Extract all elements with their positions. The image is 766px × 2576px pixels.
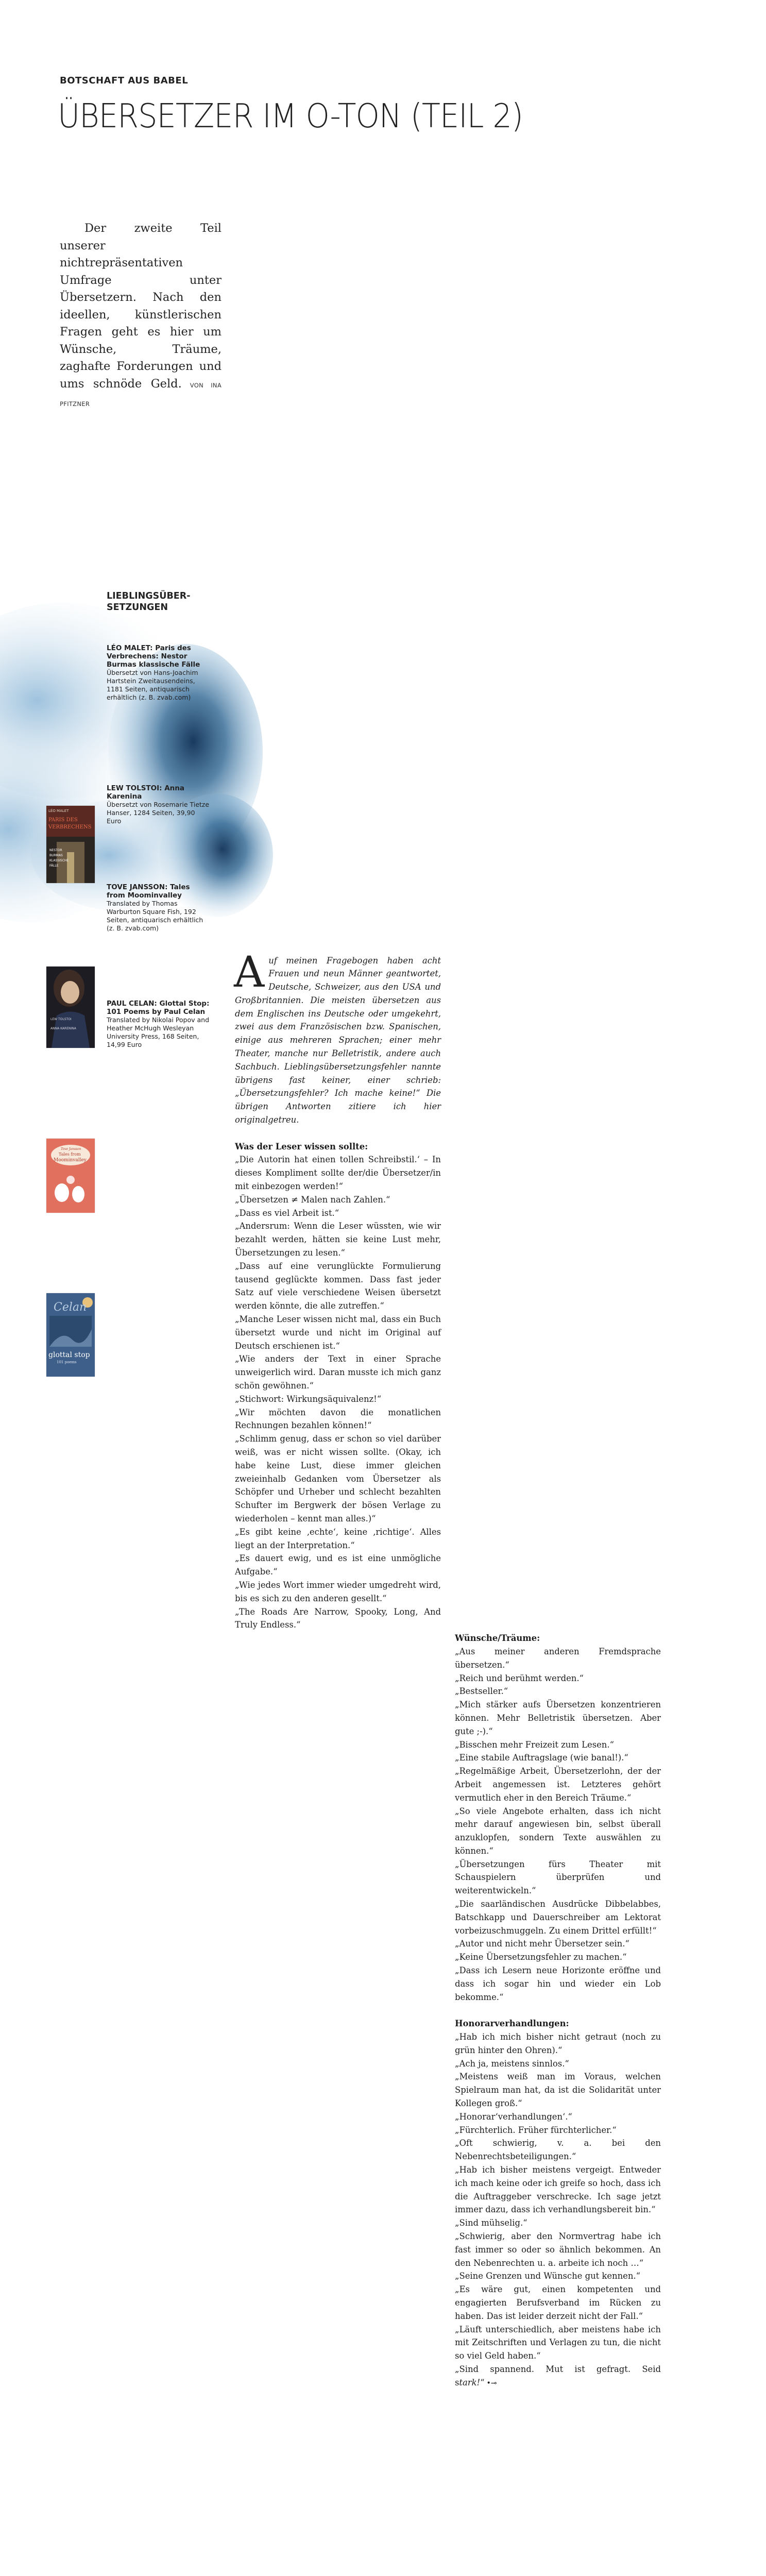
section-heading: Wünsche/Träume: bbox=[455, 1633, 540, 1643]
book-cover-tolstoi bbox=[46, 967, 95, 1048]
book-heading: PAUL CELAN: Glottal Stop: 101 Poems by Paul Celan bbox=[107, 999, 210, 1016]
cover-author: LÉO MALET bbox=[48, 808, 69, 813]
quote: „Sind mühselig.“ bbox=[455, 2218, 527, 2228]
quote: „Die Autorin hat einen tollen Schreibstil.‘ – In dieses Kompliment sollte der/die Übersetzer/in mit einbezogen werden!“ bbox=[235, 1155, 441, 1192]
cover-title-line: PARIS DES bbox=[48, 817, 78, 823]
book-cover-malet bbox=[46, 806, 95, 883]
book-entry-celan bbox=[107, 999, 210, 1049]
quote: „Fürchterlich. Früher fürchterlicher.“ bbox=[455, 2125, 617, 2135]
quote: „Übersetzen ≠ Malen nach Zahlen.“ bbox=[235, 1194, 390, 1205]
article-column-3 bbox=[455, 1632, 661, 2390]
quote: „Manche Leser wissen nicht mal, dass ein Buch übersetzt wurde und nicht im Original auf Deutsch erschienen ist.“ bbox=[235, 1314, 441, 1351]
quote: „Bisschen mehr Freizeit zum Lesen.“ bbox=[455, 1739, 614, 1750]
section-heading: Was der Leser wissen sollte: bbox=[235, 1141, 368, 1151]
cover-subtitle-line: BURMAS bbox=[49, 853, 63, 857]
quote: „The Roads Are Narrow, Spooky, Long, And Truly Endless.“ bbox=[235, 1606, 441, 1630]
quote: „Aus meiner anderen Fremdsprache übersetzen.“ bbox=[455, 1646, 661, 1670]
quote: „Schlimm genug, dass er schon so viel darüber weiß, was er nicht wissen sollte. (Okay, ich habe keine Lust, diese immer gleichen zweieinhalb Gedanken vom Übersetzer als Schöpfer und Urheber und schlecht bezahlten Schufter im Bergwerk der bösen Verlage zu wiederholen – kennt man alles.)“ bbox=[235, 1434, 441, 1523]
page-title: ÜBERSETZER IM O-TON (TEIL 2) bbox=[58, 97, 523, 135]
rubric-label: BOTSCHAFT AUS BABEL bbox=[60, 75, 189, 86]
quote: „Ach ja, meistens sinnlos.“ bbox=[455, 2058, 569, 2069]
quote: „Schwierig, aber den Normvertrag habe ich fast immer so oder so ähnlich bekommen. An den Nebenrechten u. a. arbeite ich noch …“ bbox=[455, 2231, 661, 2268]
quote: „Übersetzungen fürs Theater mit Schauspielern überprüfen und weiterentwickeln.“ bbox=[455, 1859, 661, 1896]
quote-last-italic: tark! bbox=[459, 2377, 481, 2387]
quote-last bbox=[455, 2363, 661, 2391]
cover-author: Tove Jansson bbox=[61, 1147, 81, 1151]
quote: „Stichwort: Wirkungsäquivalenz!“ bbox=[235, 1394, 382, 1404]
quote: „Wie jedes Wort immer wieder umgedreht wird, bis es sich zu den anderen gesellt.“ bbox=[235, 1580, 441, 1603]
book-entry-jansson bbox=[107, 883, 210, 933]
cover-title: glottal stop bbox=[48, 1350, 90, 1359]
quote: „Hab ich mich bisher nicht getraut (noch zu grün hinter den Ohren).“ bbox=[455, 2032, 661, 2055]
quote: „Keine Übersetzungsfehler zu machen.“ bbox=[455, 1952, 627, 1962]
intro-paragraph bbox=[234, 947, 441, 1127]
quote: „Regelmäßige Arbeit, Übersetzerlohn, der der Arbeit angemessen ist. Letzteres gehört vermutlich eher in den Bereich Träume.“ bbox=[455, 1766, 661, 1803]
quote: „Es dauert ewig, und es ist eine unmögliche Aufgabe.“ bbox=[235, 1553, 441, 1577]
section-heading: Honorarverhandlungen: bbox=[455, 2019, 569, 2029]
byline: VON INA PFITZNER bbox=[60, 381, 222, 408]
book-details: Übersetzt von Hans-Joachim Hartstein Zweitausendeins, 1181 Seiten, antiquarisch erhältlich (z. B. zvab.com) bbox=[107, 668, 198, 701]
quote: „Mich stärker aufs Übersetzen konzentrieren können. Mehr Belletristik übersetzen. Aber gute ;-).“ bbox=[455, 1700, 661, 1736]
cover-title-line: Moominvalley bbox=[54, 1157, 87, 1163]
book-cover-jansson bbox=[46, 1139, 95, 1213]
quote: „Wir möchten davon die monatlichen Rechnungen bezahlen können!“ bbox=[235, 1407, 441, 1431]
quote: „Die saarländischen Ausdrücke Dibbelabbes, Batschkapp und Dauerschreiber am Lektorat vorbeizuschmuggeln. Zu einem Drittel erfüllt!“ bbox=[455, 1899, 661, 1936]
quote: „Seine Grenzen und Wünsche gut kennen.“ bbox=[455, 2271, 641, 2281]
quote: „Läuft unterschiedlich, aber meistens habe ich mit Zeitschriften und Verlagen zu tun, die nicht so viel Geld haben.“ bbox=[455, 2324, 661, 2361]
cover-subtitle-line: KLASSISCHE bbox=[49, 858, 69, 862]
end-mark-icon: •⊸ bbox=[486, 2379, 497, 2387]
quote: „Es wäre gut, einen kompetenten und engagierten Berufsverband im Rücken zu haben. Das ist leider derzeit nicht der Fall.“ bbox=[455, 2284, 661, 2321]
lead-text: Der zweite Teil unserer nichtrepräsentativen Umfrage unter Übersetzern. Nach den ideellen, künstlerischen Fragen geht es hier um Wünsche, Träume, zaghafte Forderungen und ums schnöde Geld. bbox=[60, 222, 222, 391]
cover-author: LEW TOLSTOI bbox=[50, 1017, 72, 1021]
book-heading: LÉO MALET: Paris des Verbrechens: Nestor Burmas klassische Fälle bbox=[107, 643, 200, 669]
article-column-2 bbox=[234, 947, 441, 1632]
lead-paragraph bbox=[60, 220, 222, 413]
quote: „Hab ich bisher meistens vergeigt. Entweder ich mach keine oder ich greife so hoch, dass ich die Auftraggeber verschrecke. Ich sage jetzt immer dazu, dass ich verhandlungsbereit bin.“ bbox=[455, 2165, 661, 2215]
quote: „Andersrum: Wenn die Leser wüssten, wie wir bezahlt werden, hätten sie keine Lust mehr, Übersetzungen zu lesen.“ bbox=[235, 1221, 441, 1258]
quote: „Reich und berühmt werden.“ bbox=[455, 1673, 584, 1683]
cover-title: ANNA KARENINA bbox=[50, 1026, 76, 1030]
cover-author: Celan bbox=[54, 1300, 87, 1314]
quote: „Meistens weiß man im Voraus, welchen Spielraum man hat, da ist die Solidarität unter Kollegen groß.“ bbox=[455, 2072, 661, 2109]
cover-title-line: Tales from bbox=[59, 1151, 81, 1157]
quote: „Bestseller.“ bbox=[455, 1686, 508, 1697]
quote: „Autor und nicht mehr Übersetzer sein.“ bbox=[455, 1939, 629, 1949]
quote: „So viele Angebote erhalten, dass ich nicht mehr darauf angewiesen bin, selbst überall anzuklopfen, sondern Texte auswählen zu können.“ bbox=[455, 1806, 661, 1856]
quote: „Honorar‘verhandlungen‘.“ bbox=[455, 2111, 572, 2122]
quote: „Wie anders der Text in einer Sprache unweigerlich wird. Daran musste ich mich ganz schön gewöhnen.“ bbox=[235, 1354, 441, 1391]
book-details: Translated by Nikolai Popov and Heather McHugh Wesleyan University Press, 168 Seiten, 14,99 Euro bbox=[107, 1015, 210, 1048]
intro-text: uf meinen Fragebogen haben acht Frauen und neun Männer geantwortet, Deutsche, Schweizer, aus den USA und Großbritannien. Die meisten übersetzen aus dem Englischen ins Deutsche oder umgekehrt, zwei aus dem Französischen bzw. Spanischen, einige aus mehreren Sprachen; einer mehr Theater, manche nur Belletristik, andere auch Sachbuch. Lieblingsübersetzungsfehler nannte übrigens fast keiner, einer schrieb: „Übersetzungsfehler? Ich mache keine!“ Die übrigen Antworten zitiere ich hier originalgetreu. bbox=[235, 955, 441, 1125]
drop-cap: A bbox=[234, 947, 265, 997]
quote: „Es gibt keine ‚echte‘, keine ‚richtige‘. Alles liegt an der Interpretation.“ bbox=[235, 1527, 441, 1550]
book-heading: LEW TOLSTOI: Anna Karenina bbox=[107, 784, 185, 801]
quote: „Dass auf eine verunglückte Formulierung tausend geglückte kommen. Dass fast jeder Satz auf viele verschiedene Weisen übersetzt werden könnte, die alle zutreffen.“ bbox=[235, 1261, 441, 1311]
book-details: Übersetzt von Rosemarie Tietze Hanser, 1284 Seiten, 39,90 Euro bbox=[107, 800, 210, 825]
cover-subtitle: 101 poems bbox=[57, 1360, 77, 1364]
sidebar-title: LIEBLINGSÜBER-SETZUNGEN bbox=[107, 590, 191, 613]
quote: „Dass ich Lesern neue Horizonte eröffne und dass ich sogar hin und wieder ein Lob bekomme.“ bbox=[455, 1965, 661, 2002]
cover-subtitle-line: FÄLLE bbox=[49, 863, 59, 868]
book-entry-tolstoi bbox=[107, 784, 210, 825]
quote-last-end: “ bbox=[480, 2377, 485, 2387]
quote: „Oft schwierig, v. a. bei den Nebenrechtsbeteiligungen.“ bbox=[455, 2138, 661, 2162]
book-cover-celan bbox=[46, 1293, 95, 1377]
book-entry-malet bbox=[107, 644, 210, 702]
cover-title-line: VERBRECHENS bbox=[48, 824, 92, 830]
quote: „Dass es viel Arbeit ist.“ bbox=[235, 1208, 339, 1218]
book-heading: TOVE JANSSON: Tales from Moominvalley bbox=[107, 883, 190, 900]
quote: „Eine stabile Auftragslage (wie banal!).“ bbox=[455, 1753, 628, 1763]
cover-subtitle-line: NESTOR bbox=[49, 848, 62, 852]
book-details: Translated by Thomas Warburton Square Fish, 192 Seiten, antiquarisch erhältlich (z. B. zvab.com) bbox=[107, 899, 203, 932]
quote-last-start: „Sind spannend. Mut ist gefragt. Seid s bbox=[455, 2364, 661, 2387]
